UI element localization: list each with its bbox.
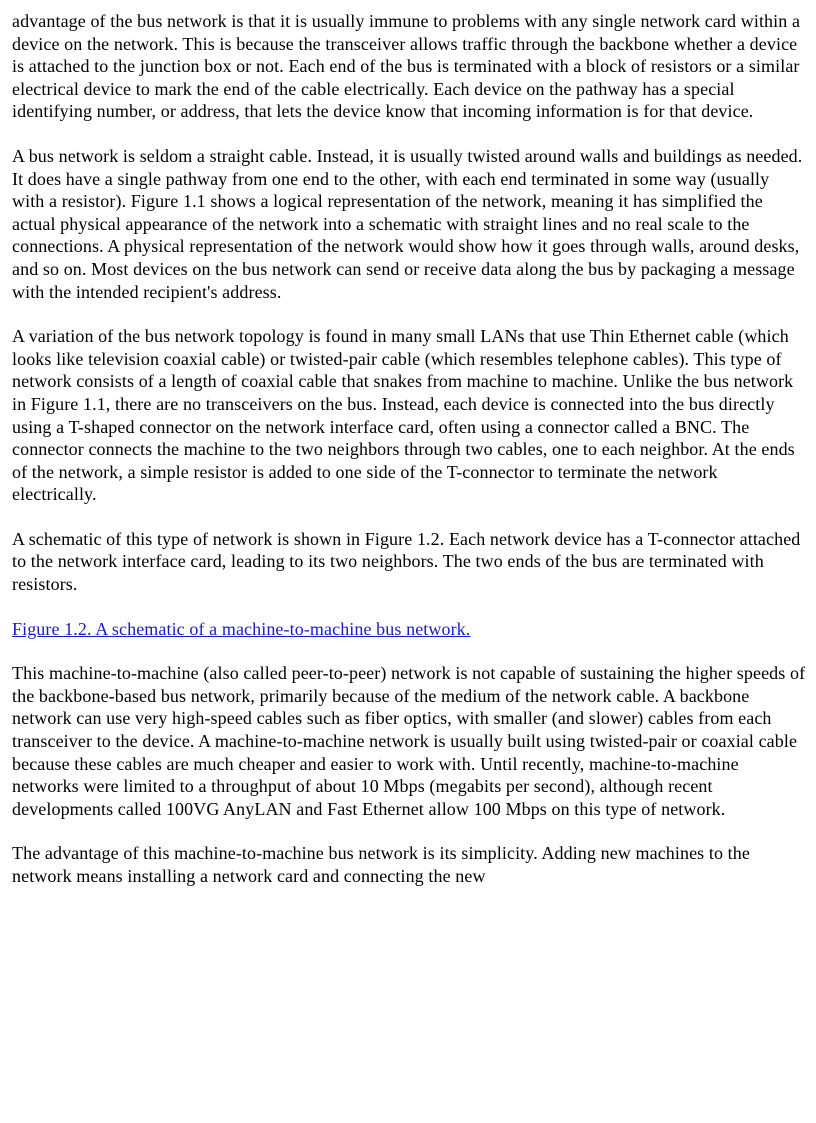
figure-1-2-link[interactable]: Figure 1.2. A schematic of a machine-to-machine bus network. [12, 618, 471, 639]
paragraph-simplicity: The advantage of this machine-to-machine bus network is its simplicity. Adding new machines to the network means installing a network card and connecting the new [12, 843, 750, 886]
paragraph-bus-advantage: advantage of the bus network is that it is usually immune to problems with any single network card within a device on the network. This is because the transceiver allows traffic through the backbone whether a device is attached to the junction box or not. Each end of the bus is terminated with a block of resistors or a similar electrical device to mark the end of the cable electrically. Each device on the pathway has a special identifying number, or address, that lets the device know that incoming information is for that device. [12, 11, 801, 122]
document-body [12, 10, 806, 888]
figure-caption-paragraph [12, 618, 806, 641]
paragraph-peer-to-peer: This machine-to-machine (also called peer-to-peer) network is not capable of sustaining the higher speeds of the backbone-based bus network, primarily because of the medium of the network cable. A backbone network can use very high-speed cables such as fiber optics, with smaller (and slower) cables from each transceiver to the device. A machine-to-machine network is usually built using twisted-pair or coaxial cable because these cables are much cheaper and easier to work with. Until recently, machine-to-machine networks were limited to a throughput of about 10 Mbps (megabits per second), although recent developments called 100VG AnyLAN and Fast Ethernet allow 100 Mbps on this type of network. [12, 663, 806, 819]
paragraph-bus-cable-layout: A bus network is seldom a straight cable. Instead, it is usually twisted around walls and buildings as needed. It does have a single pathway from one end to the other, with each end terminated in some way (usually with a resistor). Figure 1.1 shows a logical representation of the network, meaning it has simplified the actual physical appearance of the network into a schematic with straight lines and no real scale to the connections. A physical representation of the network would show how it goes through walls, around desks, and so on. Most devices on the bus network can send or receive data along the bus by packaging a message with the intended recipient's address. [12, 145, 803, 302]
paragraph-schematic-intro: A schematic of this type of network is shown in Figure 1.2. Each network device has a T-connector attached to the network interface card, leading to its two neighbors. The two ends of the bus are terminated with resistors. [12, 528, 801, 595]
paragraph-bus-variation: A variation of the bus network topology is found in many small LANs that use Thin Ethernet cable (which looks like television coaxial cable) or twisted-pair cable (which resembles telephone cables). This type of network consists of a length of coaxial cable that snakes from machine to machine. Unlike the bus network in Figure 1.1, there are no transceivers on the bus. Instead, each device is connected into the bus directly using a T-shaped connector on the network interface card, often using a connector called a BNC. The connector connects the machine to the two neighbors through two cables, one to each neighbor. At the ends of the network, a simple resistor is added to one side of the T-connector to terminate the network electrically. [12, 326, 795, 505]
